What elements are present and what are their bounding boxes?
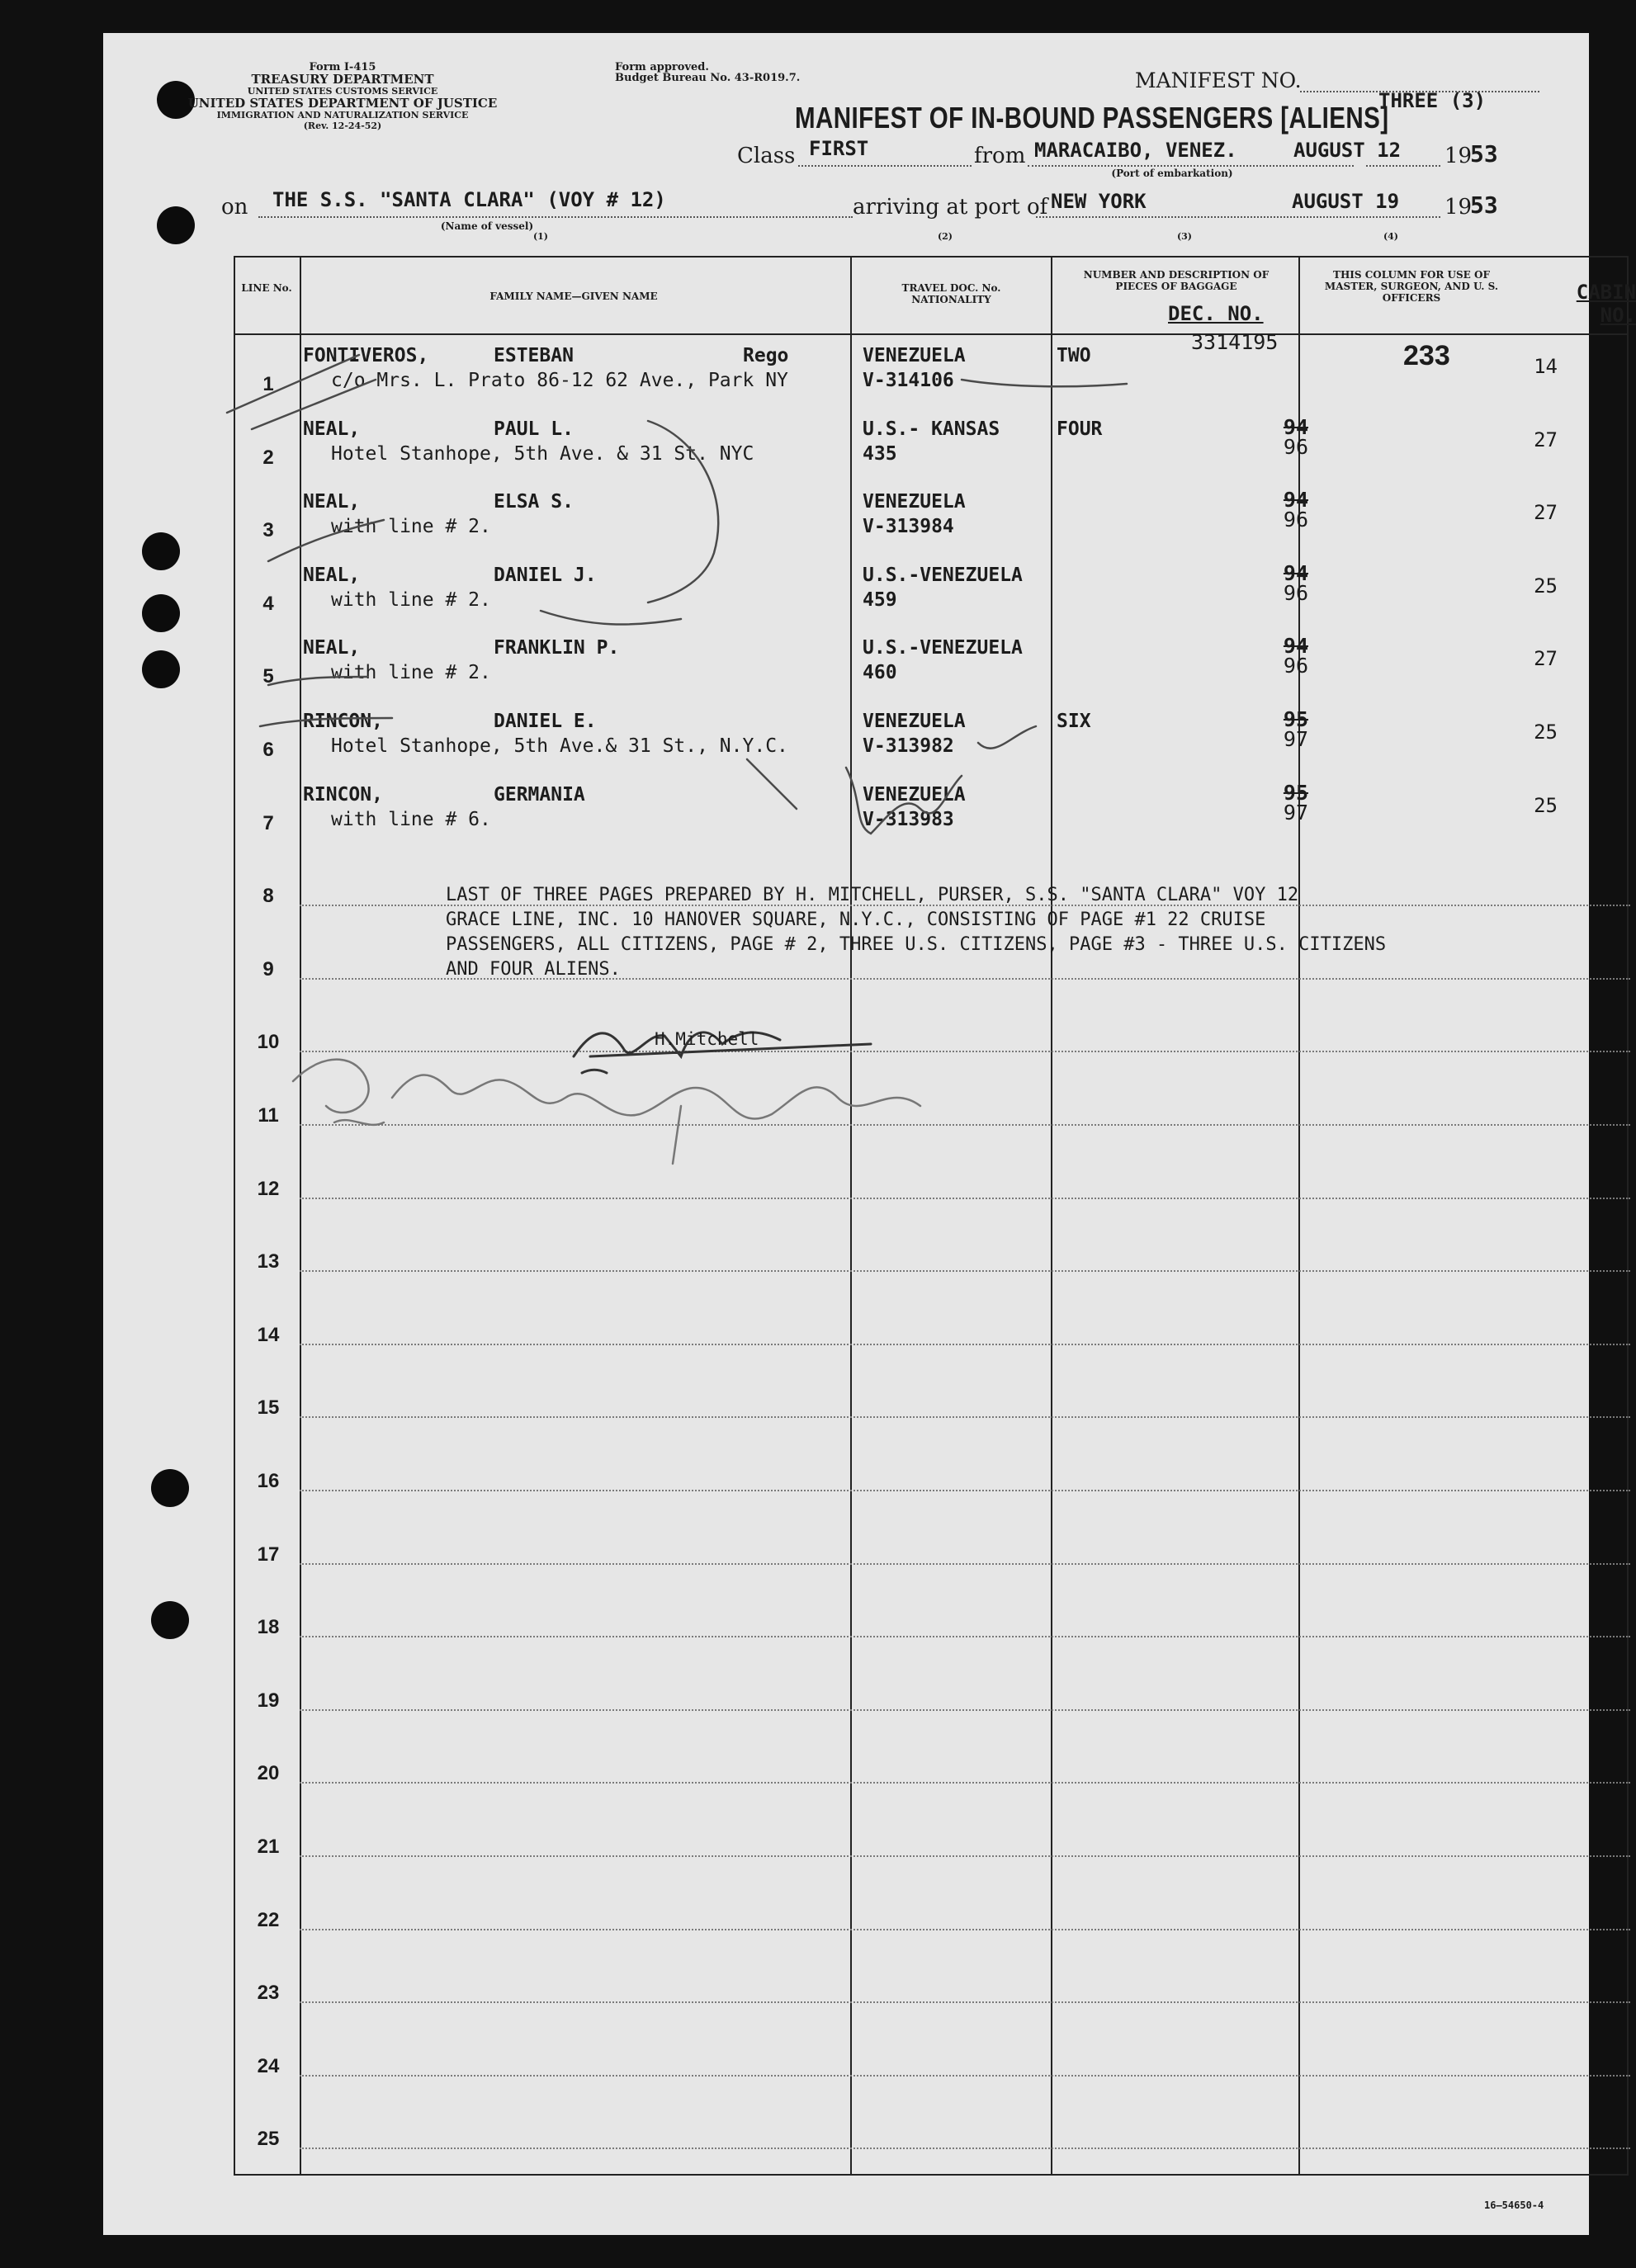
family-name: NEAL, xyxy=(303,637,361,659)
col-header-baggage: NUMBER AND DESCRIPTION OF PIECES OF BAGGAGE xyxy=(1083,269,1270,292)
dec-no: 96 xyxy=(1283,654,1308,678)
row-dotted-line xyxy=(300,1416,1630,1418)
revision-date: (Rev. 12-24-52) xyxy=(303,120,382,131)
address: Hotel Stanhope, 5th Ave. & 31 St. NYC xyxy=(331,442,754,465)
class-label: Class xyxy=(737,144,796,168)
line-number: 7 xyxy=(262,811,274,834)
nationality: U.S.- KANSAS xyxy=(863,418,1000,440)
arriving-dots xyxy=(1036,216,1440,218)
note-line: PASSENGERS, ALL CITIZENS, PAGE # 2, THREE U.S. CITIZENS, PAGE #3 - THREE U.S. CITIZENS xyxy=(446,934,1387,955)
manifest-page xyxy=(103,33,1636,2235)
col-marker-1: (1) xyxy=(532,231,549,242)
table-top-border xyxy=(234,256,1629,258)
ins-line: IMMIGRATION AND NATURALIZATION SERVICE xyxy=(216,110,469,120)
row-dotted-line xyxy=(300,1198,1630,1199)
given-name: GERMANIA xyxy=(494,783,585,806)
footer-form-code: 16—54650-4 xyxy=(1484,2199,1544,2211)
family-name: RINCON, xyxy=(303,783,383,806)
arrival-date: AUGUST 19 xyxy=(1292,190,1400,213)
manifest-no-value: THREE (3) xyxy=(1378,89,1487,112)
line-number: 8 xyxy=(262,885,274,908)
row-dotted-line xyxy=(300,1855,1630,1857)
address: Hotel Stanhope, 5th Ave.& 31 St., N.Y.C. xyxy=(331,735,788,757)
binder-hole xyxy=(142,594,180,632)
extra-name: Rego xyxy=(743,345,789,366)
manifest-title: MANIFEST OF IN-BOUND PASSENGERS [ALIENS] xyxy=(795,101,1389,135)
row-dotted-line xyxy=(300,2001,1630,2003)
from-label: from xyxy=(974,144,1026,168)
table-bottom-border xyxy=(234,2174,1629,2176)
line-number: 10 xyxy=(257,1031,280,1054)
family-name: FONTIVEROS, xyxy=(303,345,429,366)
row-dotted-line xyxy=(300,1929,1630,1930)
travel-doc-no: V-313982 xyxy=(863,735,954,757)
line-number: 2 xyxy=(262,446,274,469)
officer-note: 233 xyxy=(1403,340,1450,371)
line-number: 1 xyxy=(262,373,274,395)
binder-hole xyxy=(157,206,195,244)
cabin-no: 25 xyxy=(1534,721,1558,744)
nationality: VENEZUELA xyxy=(863,783,966,806)
baggage-divider xyxy=(1298,256,1300,2176)
treasury-department: TREASURY DEPARTMENT xyxy=(251,72,434,87)
line-number: 21 xyxy=(257,1836,280,1858)
vessel-caption: (Name of vessel) xyxy=(440,220,534,232)
dec-no-crossed: 94 xyxy=(1283,560,1308,585)
row-dotted-line xyxy=(300,1344,1630,1345)
line-number: 24 xyxy=(257,2054,280,2077)
col-marker-4: (4) xyxy=(1383,231,1399,242)
line-number: 16 xyxy=(257,1470,280,1492)
family-name: RINCON, xyxy=(303,711,383,732)
binder-hole xyxy=(142,532,180,570)
address: with line # 2. xyxy=(331,662,491,684)
nationality: VENEZUELA xyxy=(863,711,966,732)
port-caption: (Port of embarkation) xyxy=(1111,168,1233,179)
cabin-no: 14 xyxy=(1534,355,1558,378)
family-name: NEAL, xyxy=(303,418,361,440)
line-number: 5 xyxy=(262,665,274,688)
from-dots xyxy=(1028,165,1354,167)
baggage-pieces: SIX xyxy=(1057,711,1091,732)
note-line: GRACE LINE, INC. 10 HANOVER SQUARE, N.Y.C., CONSISTING OF PAGE #1 22 CRUISE xyxy=(446,910,1266,930)
address: with line # 6. xyxy=(331,808,491,830)
line-number: 25 xyxy=(257,2128,280,2151)
budget-approval xyxy=(615,62,800,83)
year-prefix: 19 xyxy=(1445,144,1473,168)
dec-no-crossed: 95 xyxy=(1283,707,1308,731)
address: with line # 2. xyxy=(331,588,491,611)
form-number: Form I-415 xyxy=(309,61,376,73)
line-number: 20 xyxy=(257,1762,280,1785)
col-header-travel-doc: TRAVEL DOC. No. NATIONALITY xyxy=(901,282,1001,305)
given-name: FRANKLIN P. xyxy=(494,637,620,659)
line-number: 15 xyxy=(257,1396,280,1420)
row-dotted-line xyxy=(300,2075,1630,2077)
vessel-dots xyxy=(258,216,853,218)
baggage-pieces: TWO xyxy=(1057,345,1091,366)
col-header-name: FAMILY NAME—GIVEN NAME xyxy=(489,291,658,302)
row-dotted-line xyxy=(300,1709,1630,1711)
dec-no: 96 xyxy=(1283,434,1308,459)
purser-note xyxy=(446,883,1386,982)
dec-no-crossed: 94 xyxy=(1283,414,1308,439)
nationality: VENEZUELA xyxy=(863,345,966,366)
line-number: 6 xyxy=(262,739,274,761)
line-number: 22 xyxy=(257,1908,280,1931)
given-name: DANIEL E. xyxy=(494,711,597,732)
given-name: ELSA S. xyxy=(494,491,574,513)
col-marker-2: (2) xyxy=(937,231,953,242)
line-number: 13 xyxy=(257,1250,280,1273)
cabin-no: 27 xyxy=(1534,428,1558,451)
embarkation-port: MARACAIBO, VENEZ. xyxy=(1034,139,1237,162)
department-of-justice: UNITED STATES DEPARTMENT OF JUSTICE xyxy=(187,96,498,111)
line-number: 23 xyxy=(257,1982,280,2005)
line-number: 4 xyxy=(262,592,274,615)
line-number: 11 xyxy=(258,1104,279,1127)
vessel-name: THE S.S. "SANTA CLARA" (VOY # 12) xyxy=(272,188,666,211)
line-number: 18 xyxy=(257,1616,280,1639)
travel-doc-no: V-313984 xyxy=(863,516,954,538)
dec-no-crossed: 94 xyxy=(1283,488,1308,513)
line-number: 9 xyxy=(262,957,274,980)
class-value: FIRST xyxy=(809,137,869,160)
travel-doc-no: V-313983 xyxy=(863,808,954,830)
arrival-port: NEW YORK xyxy=(1051,190,1147,213)
arrival-year: 53 xyxy=(1470,191,1498,219)
travel-doc-no: 459 xyxy=(863,588,897,611)
nationality: VENEZUELA xyxy=(863,491,966,513)
dec-no: 3314195 xyxy=(1191,330,1279,354)
row-dotted-line xyxy=(300,1563,1630,1565)
arrival-year-prefix: 19 xyxy=(1445,195,1473,220)
note-line: LAST OF THREE PAGES PREPARED BY H. MITCHELL, PURSER, S.S. "SANTA CLARA" VOY 12 xyxy=(446,885,1299,905)
form-header-left xyxy=(186,62,499,131)
travel-doc-no: V-314106 xyxy=(863,370,954,391)
given-name: DANIEL J. xyxy=(494,564,597,586)
col-header-cabin: CABIN NO. xyxy=(1576,281,1636,327)
row-dotted-line xyxy=(300,1490,1630,1491)
arriving-label: arriving at port of xyxy=(853,195,1048,220)
embarkation-year: 53 xyxy=(1470,140,1498,168)
dec-no: 96 xyxy=(1283,508,1308,532)
travel-doc-no: 435 xyxy=(863,442,897,465)
pencil-annotations xyxy=(219,330,1127,842)
baggage-pieces: FOUR xyxy=(1057,418,1103,440)
signature-name: H.Mitchell xyxy=(655,1029,759,1049)
cabin-no: 25 xyxy=(1534,574,1558,598)
binder-hole xyxy=(142,650,180,688)
given-name: ESTEBAN xyxy=(494,345,574,366)
row-dotted-line xyxy=(300,1270,1630,1272)
line-number: 17 xyxy=(257,1543,280,1566)
form-approved: Form approved. xyxy=(615,61,709,73)
budget-bureau-no: Budget Bureau No. 43-R019.7. xyxy=(615,72,801,84)
dec-no-crossed: 95 xyxy=(1283,780,1308,805)
row-dotted-line xyxy=(300,1782,1630,1784)
col-marker-3: (3) xyxy=(1176,231,1193,242)
dec-no: 97 xyxy=(1283,727,1308,751)
address: c/o Mrs. L. Prato 86-12 62 Ave., Park NY xyxy=(331,370,788,391)
embarkation-date: AUGUST 12 xyxy=(1293,139,1402,162)
note-line: AND FOUR ALIENS. xyxy=(446,959,621,980)
row-dotted-line xyxy=(300,2148,1630,2149)
line-number: 19 xyxy=(257,1689,280,1712)
address: with line # 2. xyxy=(331,516,491,538)
line-number: 3 xyxy=(262,519,274,542)
on-label: on xyxy=(221,195,248,220)
family-name: NEAL, xyxy=(303,491,361,513)
dec-no: 97 xyxy=(1283,800,1308,825)
col-header-officers: THIS COLUMN FOR USE OF MASTER, SURGEON, AND U. S. OFFICERS xyxy=(1324,269,1499,304)
nationality: U.S.-VENEZUELA xyxy=(863,637,1023,659)
cabin-no: 25 xyxy=(1534,793,1558,817)
line-number: 12 xyxy=(257,1177,280,1200)
row-dotted-line xyxy=(300,1636,1630,1637)
handwritten-signatures xyxy=(293,999,1160,1180)
binder-hole xyxy=(151,1469,189,1507)
given-name: PAUL L. xyxy=(494,418,574,440)
line-number: 14 xyxy=(257,1323,280,1346)
binder-hole xyxy=(151,1601,189,1639)
col-header-dec-no: DEC. NO. xyxy=(1168,302,1264,325)
table-right-border xyxy=(1627,256,1629,2176)
customs-service: UNITED STATES CUSTOMS SERVICE xyxy=(247,86,438,97)
class-dots xyxy=(798,165,972,167)
cabin-no: 27 xyxy=(1534,501,1558,525)
dec-no-crossed: 94 xyxy=(1283,634,1308,659)
family-name: NEAL, xyxy=(303,564,361,586)
manifest-no-label: MANIFEST NO. xyxy=(1135,69,1302,92)
cabin-no: 27 xyxy=(1534,647,1558,671)
nationality: U.S.-VENEZUELA xyxy=(863,564,1023,586)
col-header-line-no: LINE No. xyxy=(241,282,292,294)
travel-doc-no: 460 xyxy=(863,662,897,684)
dec-no: 96 xyxy=(1283,580,1308,605)
date-dots xyxy=(1366,165,1440,167)
